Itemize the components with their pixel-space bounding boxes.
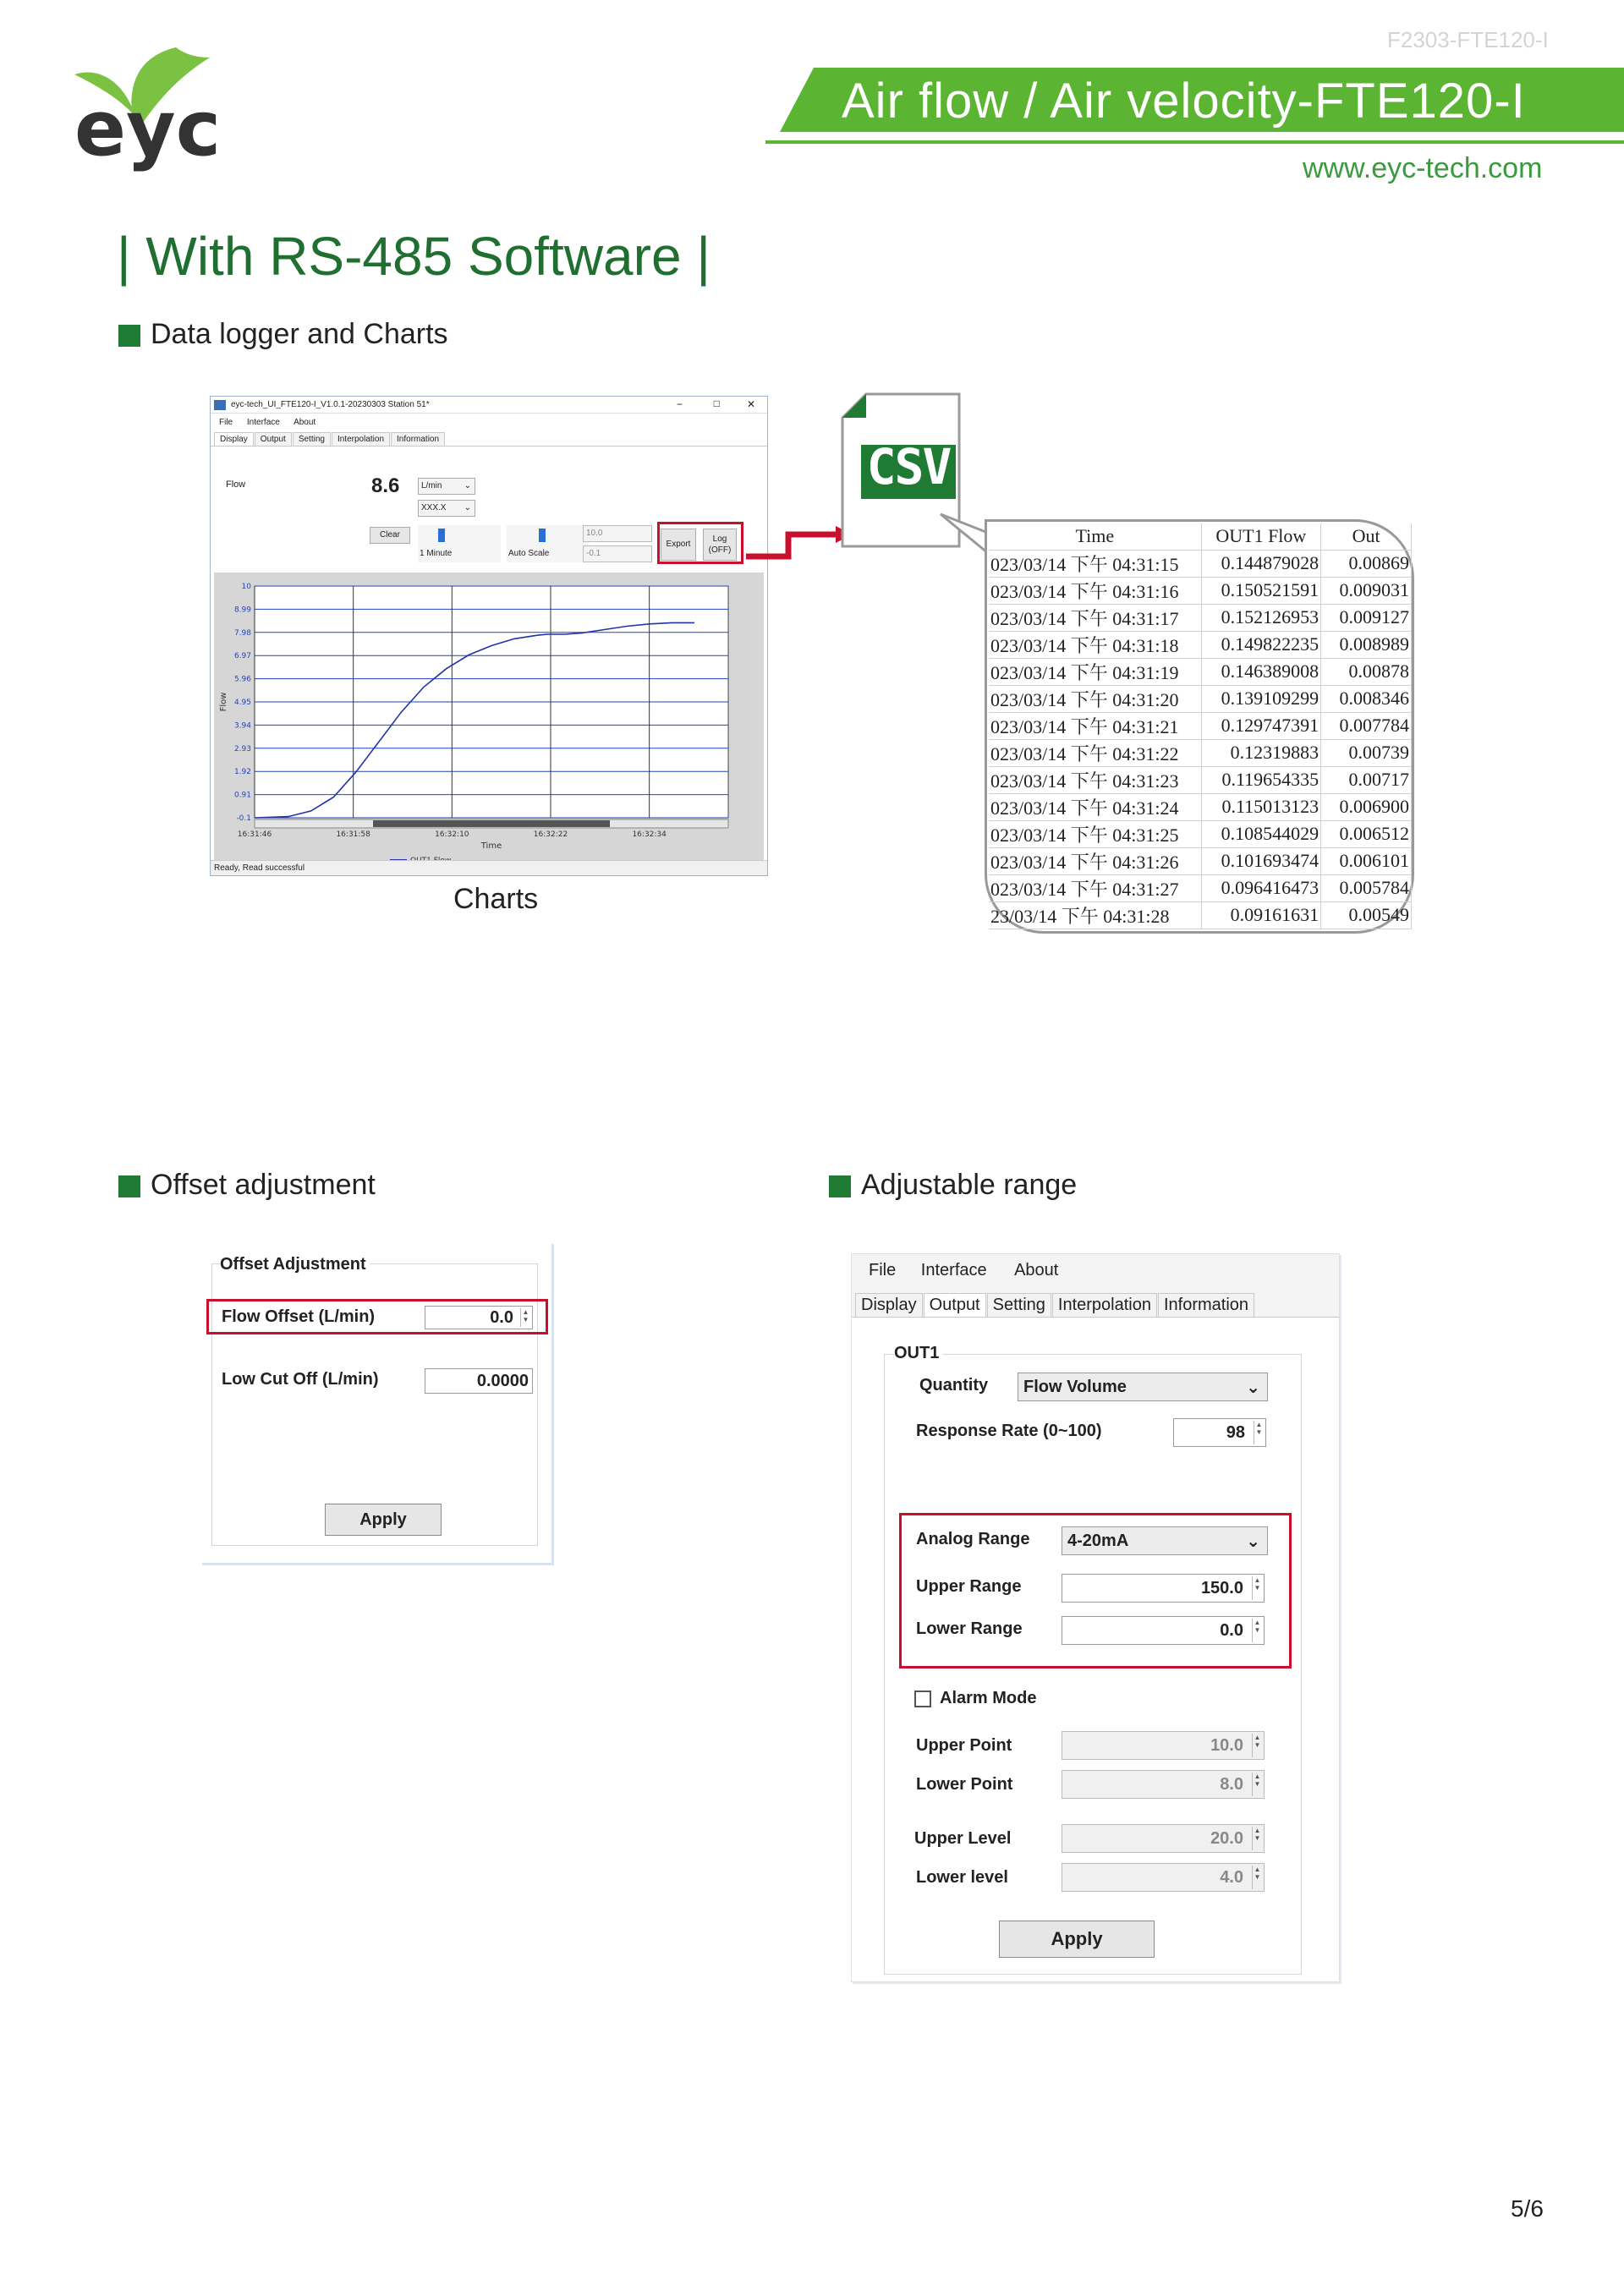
chart-area	[214, 573, 764, 860]
chevron-down-icon: ⌄	[1246, 1378, 1260, 1397]
csv-cell-out1: 0.152126953	[1201, 604, 1321, 631]
menu-interface[interactable]: Interface	[920, 1261, 987, 1280]
time-span-label: 1 Minute	[420, 549, 453, 558]
flow-offset-input[interactable]: 0.0 ▲ ▼	[425, 1306, 533, 1329]
window-titlebar	[211, 397, 767, 414]
csv-cell-out1: 0.09161631	[1201, 901, 1321, 929]
upper-point-label: Upper Point	[916, 1736, 1012, 1755]
csv-cell-time: 023/03/14 下午 04:31:23	[989, 766, 1201, 793]
csv-cell-time: 023/03/14 下午 04:31:26	[989, 847, 1201, 874]
tab-interpolation[interactable]: Interpolation	[332, 432, 390, 446]
tab-setting[interactable]: Setting	[293, 432, 331, 446]
y-tick-label: 6.97	[233, 652, 251, 661]
spinner-icon[interactable]: ▲ ▼	[1252, 1773, 1262, 1796]
csv-cell-time: 023/03/14 下午 04:31:27	[989, 874, 1201, 901]
csv-row	[989, 712, 1412, 739]
y-tick-label: -0.1	[236, 814, 251, 823]
banner-underline	[765, 140, 1624, 144]
header-title: Air flow / Air velocity-FTE120-I	[842, 74, 1526, 129]
slider-thumb[interactable]	[438, 529, 445, 542]
quantity-select[interactable]: Flow Volume ⌄	[1018, 1373, 1268, 1401]
website-link[interactable]: www.eyc-tech.com	[1303, 152, 1543, 184]
bullet-icon	[118, 1175, 140, 1197]
upper-level-input[interactable]: 20.0 ▲ ▼	[1062, 1824, 1265, 1853]
flow-label: Flow	[226, 479, 246, 490]
csv-row	[989, 739, 1412, 766]
csv-cell-time: 023/03/14 下午 04:31:25	[989, 820, 1201, 847]
alarm-mode-label: Alarm Mode	[940, 1689, 1037, 1707]
offset-panel	[200, 1241, 551, 1563]
chevron-down-icon: ⌄	[464, 503, 471, 512]
csv-cell-time: 023/03/14 下午 04:31:18	[989, 631, 1201, 658]
software-window	[210, 396, 768, 876]
y-tick-label: 1.92	[233, 768, 251, 777]
csv-cell-out1: 0.119654335	[1201, 766, 1321, 793]
csv-row	[989, 847, 1412, 874]
tab-interpolation[interactable]: Interpolation	[1052, 1293, 1157, 1317]
app-icon	[214, 400, 226, 410]
csv-header-out2: Out	[1321, 523, 1412, 550]
y-tick-label: 8.99	[233, 606, 251, 615]
window-title: eyc-tech_UI_FTE120-I_V1.0.1-20230303 Station 51*	[231, 400, 430, 409]
svg-text:eyc: eyc	[74, 85, 222, 173]
x-axis-label: Time	[480, 841, 502, 851]
export-highlight-box	[657, 522, 743, 564]
clear-button[interactable]: Clear	[370, 527, 410, 544]
scale-min-input[interactable]: -0.1	[583, 545, 652, 562]
y-tick-label: 5.96	[233, 675, 251, 684]
csv-cell-out1: 0.101693474	[1201, 847, 1321, 874]
low-cut-input[interactable]: 0.0000	[425, 1368, 533, 1394]
charts-caption: Charts	[453, 883, 539, 915]
csv-cell-out2: 0.00549	[1321, 901, 1412, 929]
csv-cell-out1: 0.146389008	[1201, 658, 1321, 685]
response-rate-label: Response Rate (0~100)	[916, 1422, 1102, 1440]
upper-range-label: Upper Range	[916, 1577, 1022, 1596]
csv-cell-out1: 0.12319883	[1201, 739, 1321, 766]
close-icon[interactable]: ✕	[746, 398, 755, 410]
log-label: Log	[712, 534, 727, 544]
y-tick-label: 3.94	[233, 721, 251, 731]
csv-cell-out2: 0.006900	[1321, 793, 1412, 820]
x-tick-label: 16:32:10	[435, 830, 469, 839]
chevron-down-icon: ⌄	[464, 481, 471, 490]
tab-output[interactable]: Output	[255, 432, 292, 446]
tab-display[interactable]: Display	[855, 1293, 923, 1317]
y-axis-label: Flow	[219, 692, 228, 712]
csv-cell-time: 023/03/14 下午 04:31:24	[989, 793, 1201, 820]
lower-point-label: Lower Point	[916, 1775, 1013, 1794]
section-range: Adjustable range	[861, 1169, 1078, 1201]
csv-cell-out2: 0.009031	[1321, 577, 1412, 604]
y-tick-label: 4.95	[233, 699, 251, 707]
response-rate-input[interactable]: 98 ▲ ▼	[1173, 1418, 1266, 1447]
csv-cell-time: 023/03/14 下午 04:31:17	[989, 604, 1201, 631]
csv-cell-out1: 0.115013123	[1201, 793, 1321, 820]
spinner-icon[interactable]: ▲ ▼	[1252, 1827, 1262, 1850]
offset-panel-title: Offset Adjustment	[220, 1255, 370, 1274]
menu-about[interactable]: About	[1014, 1261, 1059, 1280]
csv-cell-time: 23/03/14 下午 04:31:28	[989, 901, 1201, 929]
x-tick-label: 16:32:34	[632, 830, 667, 839]
csv-cell-out1: 0.108544029	[1201, 820, 1321, 847]
menu-file[interactable]: File	[219, 418, 233, 427]
menu-interface[interactable]: Interface	[246, 418, 280, 427]
csv-cell-out2: 0.008346	[1321, 685, 1412, 712]
csv-cell-out1: 0.096416473	[1201, 874, 1321, 901]
csv-cell-out2: 0.00869	[1321, 550, 1412, 577]
section-offset: Offset adjustment	[151, 1169, 376, 1201]
chevron-down-icon: ⌄	[1246, 1532, 1260, 1551]
bullet-icon	[118, 325, 140, 347]
range-panel	[851, 1253, 1340, 1982]
tab-output[interactable]: Output	[924, 1293, 986, 1317]
spinner-icon[interactable]: ▲ ▼	[1252, 1866, 1262, 1889]
csv-cell-time: 023/03/14 下午 04:31:19	[989, 658, 1201, 685]
tab-bar	[211, 432, 767, 447]
menu-bar	[211, 414, 767, 432]
lower-point-input[interactable]: 8.0 ▲ ▼	[1062, 1770, 1265, 1799]
spinner-icon[interactable]: ▲ ▼	[1252, 1619, 1262, 1642]
csv-row	[989, 820, 1412, 847]
csv-row	[989, 685, 1412, 712]
tab-display[interactable]: Display	[214, 432, 254, 446]
page-number: 5/6	[1511, 2195, 1544, 2222]
csv-row	[989, 577, 1412, 604]
csv-row	[989, 766, 1412, 793]
csv-cell-out2: 0.006101	[1321, 847, 1412, 874]
csv-row	[989, 793, 1412, 820]
quantity-label: Quantity	[919, 1376, 989, 1395]
spinner-icon[interactable]: ▲ ▼	[1252, 1734, 1262, 1757]
x-tick-label: 16:32:22	[533, 830, 568, 839]
tab-information[interactable]: Information	[391, 432, 445, 446]
y-tick-label: 0.91	[233, 791, 251, 800]
csv-table-callout	[985, 519, 1414, 934]
range-menu-bar	[852, 1254, 1339, 1288]
y-tick-label: 2.93	[233, 744, 251, 753]
time-span-slider[interactable]	[418, 525, 501, 562]
spinner-icon[interactable]: ▲ ▼	[1252, 1576, 1262, 1600]
csv-cell-time: 023/03/14 下午 04:31:21	[989, 712, 1201, 739]
csv-callout-pointer	[939, 512, 990, 555]
status-bar	[211, 860, 767, 875]
bullet-icon	[829, 1175, 851, 1197]
csv-cell-out2: 0.00878	[1321, 658, 1412, 685]
brand-logo	[74, 41, 222, 173]
csv-cell-time: 023/03/14 下午 04:31:15	[989, 550, 1201, 577]
csv-row	[989, 631, 1412, 658]
tab-information[interactable]: Information	[1158, 1293, 1254, 1317]
spinner-icon[interactable]: ▲ ▼	[1254, 1421, 1264, 1444]
csv-cell-out2: 0.008989	[1321, 631, 1412, 658]
menu-about[interactable]: About	[294, 418, 316, 427]
csv-header-time: Time	[989, 523, 1201, 550]
y-tick-label: 7.98	[233, 628, 251, 638]
low-cut-label: Low Cut Off (L/min)	[222, 1370, 379, 1389]
csv-cell-time: 023/03/14 下午 04:31:16	[989, 577, 1201, 604]
csv-cell-out2: 0.007784	[1321, 712, 1412, 739]
csv-cell-out1: 0.144879028	[1201, 550, 1321, 577]
flow-value: 8.6	[371, 474, 400, 497]
unit-select[interactable]: L/min ⌄	[418, 478, 475, 495]
csv-row	[989, 604, 1412, 631]
csv-cell-out2: 0.00739	[1321, 739, 1412, 766]
log-state: (OFF)	[708, 545, 732, 555]
upper-point-input[interactable]: 10.0 ▲ ▼	[1062, 1731, 1265, 1760]
section-logger: Data logger and Charts	[151, 318, 448, 350]
csv-row	[989, 550, 1412, 577]
x-tick-label: 16:31:58	[336, 830, 370, 839]
section-title: | With RS-485 Software |	[117, 226, 710, 287]
slider-thumb[interactable]	[539, 529, 546, 542]
analog-range-select[interactable]: 4-20mA ⌄	[1062, 1526, 1268, 1555]
csv-row	[989, 658, 1412, 685]
flow-offset-label: Flow Offset (L/min)	[222, 1307, 376, 1326]
lower-level-label: Lower level	[916, 1868, 1008, 1887]
auto-scale-label: Auto Scale	[508, 549, 550, 558]
x-tick-label: 16:31:46	[237, 830, 272, 839]
auto-scale-slider[interactable]	[507, 525, 590, 562]
upper-range-input[interactable]: 150.0 ▲ ▼	[1062, 1574, 1265, 1603]
csv-cell-out1: 0.150521591	[1201, 577, 1321, 604]
lower-range-input[interactable]: 0.0 ▲ ▼	[1062, 1616, 1265, 1645]
status-text: Ready, Read successful	[214, 863, 305, 873]
csv-cell-out1: 0.149822235	[1201, 631, 1321, 658]
lower-level-input[interactable]: 4.0 ▲ ▼	[1062, 1863, 1265, 1892]
maximize-icon[interactable]: □	[713, 397, 720, 409]
minimize-icon[interactable]: −	[676, 398, 683, 410]
y-tick-label: 10	[241, 583, 251, 591]
scale-max-input[interactable]: 10.0	[583, 525, 652, 542]
flow-chart	[214, 573, 764, 860]
scrollbar-thumb	[373, 820, 610, 827]
analog-range-label: Analog Range	[916, 1530, 1030, 1548]
doc-code: F2303-FTE120-I	[1387, 27, 1549, 52]
lower-range-label: Lower Range	[916, 1619, 1023, 1638]
range-tab-bar	[852, 1288, 1339, 1318]
menu-file[interactable]: File	[869, 1261, 897, 1280]
alarm-mode-checkbox[interactable]	[914, 1690, 931, 1707]
csv-row	[989, 901, 1412, 929]
format-select[interactable]: XXX.X ⌄	[418, 500, 475, 517]
csv-cell-out1: 0.139109299	[1201, 685, 1321, 712]
offset-apply-button[interactable]: Apply	[325, 1504, 442, 1536]
csv-cell-out2: 0.005784	[1321, 874, 1412, 901]
csv-cell-out2: 0.00717	[1321, 766, 1412, 793]
csv-row	[989, 874, 1412, 901]
csv-table	[989, 523, 1412, 929]
spinner-icon[interactable]: ▲ ▼	[520, 1308, 530, 1327]
csv-cell-out1: 0.129747391	[1201, 712, 1321, 739]
export-button[interactable]: Export	[661, 529, 696, 561]
range-apply-button[interactable]: Apply	[999, 1921, 1155, 1958]
upper-level-label: Upper Level	[914, 1829, 1012, 1848]
out1-group-title: OUT1	[894, 1344, 942, 1363]
csv-cell-time: 023/03/14 下午 04:31:22	[989, 739, 1201, 766]
csv-cell-time: 023/03/14 下午 04:31:20	[989, 685, 1201, 712]
csv-cell-out2: 0.009127	[1321, 604, 1412, 631]
csv-header-out1: OUT1 Flow	[1201, 523, 1321, 550]
csv-cell-out2: 0.006512	[1321, 820, 1412, 847]
tab-setting[interactable]: Setting	[987, 1293, 1051, 1317]
csv-icon-label: CSV	[866, 438, 951, 496]
